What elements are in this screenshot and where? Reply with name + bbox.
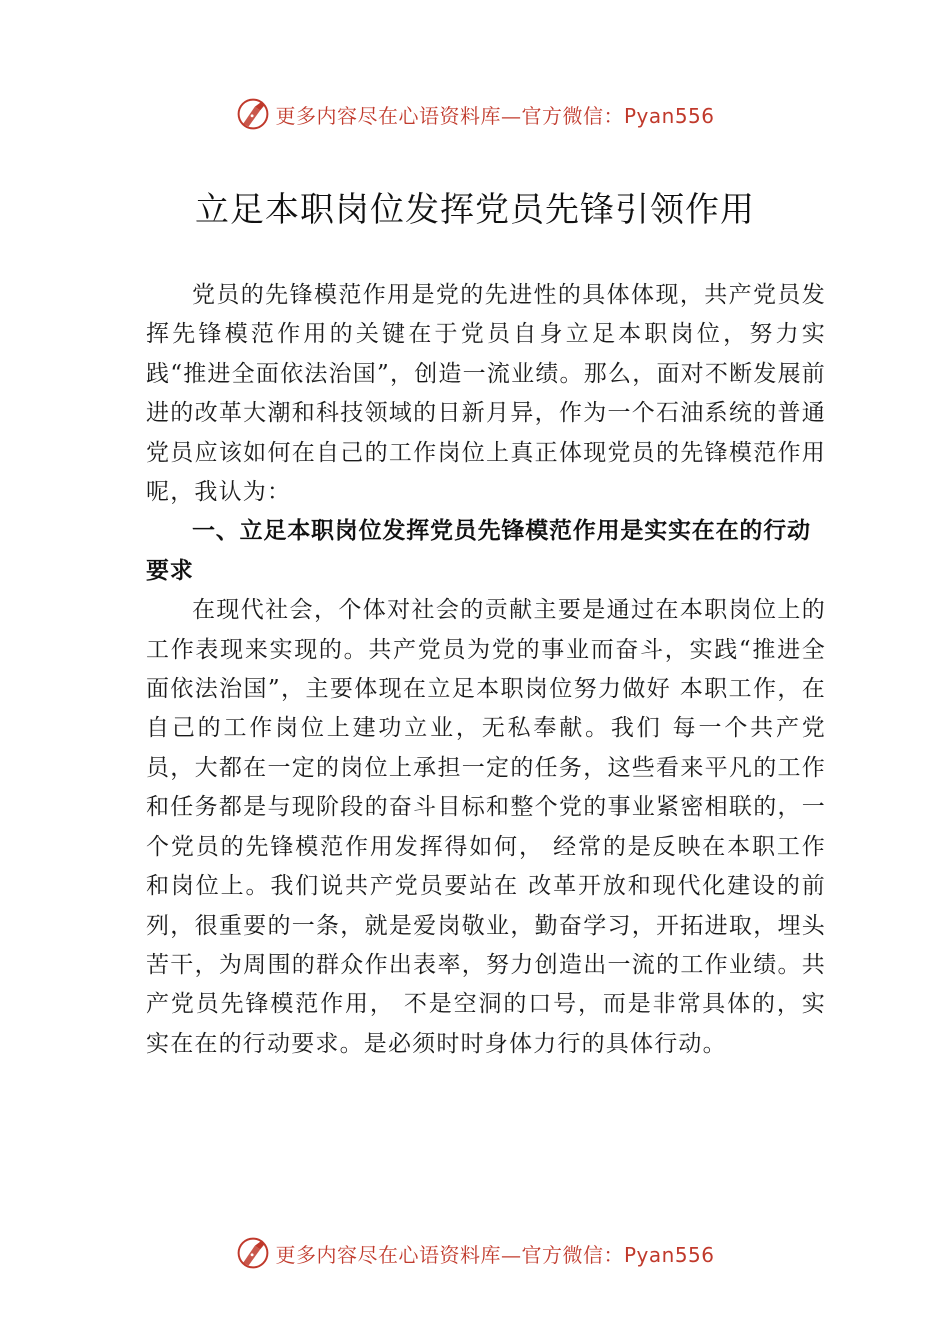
intro-paragraph: 党员的先锋模范作用是党的先进性的具体体现，共产党员发挥先锋模范作用的关键在于党员自身立足本职岗位，努力实践“推进全面依法治国”，创造一流业绩。那么，面对不断发展前进的改革大潮和科技领域的日新月异，作为一个石油系统的普通党员应该如何在自己的工作岗位上真正体现党员的先锋模范作用呢，我认为： <box>146 282 826 506</box>
watermark-footer <box>0 1233 950 1273</box>
section-1-paragraph: 在现代社会，个体对社会的贡献主要是通过在本职岗位上的工作表现来实现的。共产党员为党的事业而奋斗，实践“推进全面依法治国”，主要体现在立足本职岗位努力做好 本职工作，在自己的工作岗位上建功立业，无私奉献。我们 每一个共产党员，大都在一定的岗位上承担一定的任务，这些看来平凡的工作和任务都是与现阶段的奋斗目标和整个党的事业紧密相联的，一个党员的先锋模范作用发挥得如何， 经常的是反映在本职工作和岗位上。我们说共产党员要站在 改革开放和现代化建设的前列，很重要的一条，就是爱岗敬业，勤奋学习，开拓进取，埋头苦干，为周围的群众作出表率，努力创造出一流的工作业绩。共产党员先锋模范作用， 不是空洞的口号，而是非常具体的，实实在在的行动要求。是必须时时身体力行的具体行动。 <box>146 597 826 1057</box>
pen-nib-logo-icon <box>235 96 271 132</box>
document-body <box>146 276 826 1064</box>
section-heading-1: 一、立足本职岗位发挥党员先锋模范作用是实实在在的行动要求 <box>146 518 811 584</box>
document-title: 立足本职岗位发挥党员先锋引领作用 <box>195 190 755 230</box>
watermark-wechat-id: Pyan556 <box>623 103 715 128</box>
pen-nib-logo-icon <box>235 1235 271 1271</box>
watermark-text-group <box>275 100 714 129</box>
watermark-header <box>0 94 950 134</box>
watermark-wechat-id: Pyan556 <box>623 1242 715 1267</box>
watermark-label: 更多内容尽在心语资料库—官方微信： <box>275 103 624 128</box>
watermark-text-group <box>275 1239 714 1268</box>
watermark-label: 更多内容尽在心语资料库—官方微信： <box>275 1242 624 1267</box>
